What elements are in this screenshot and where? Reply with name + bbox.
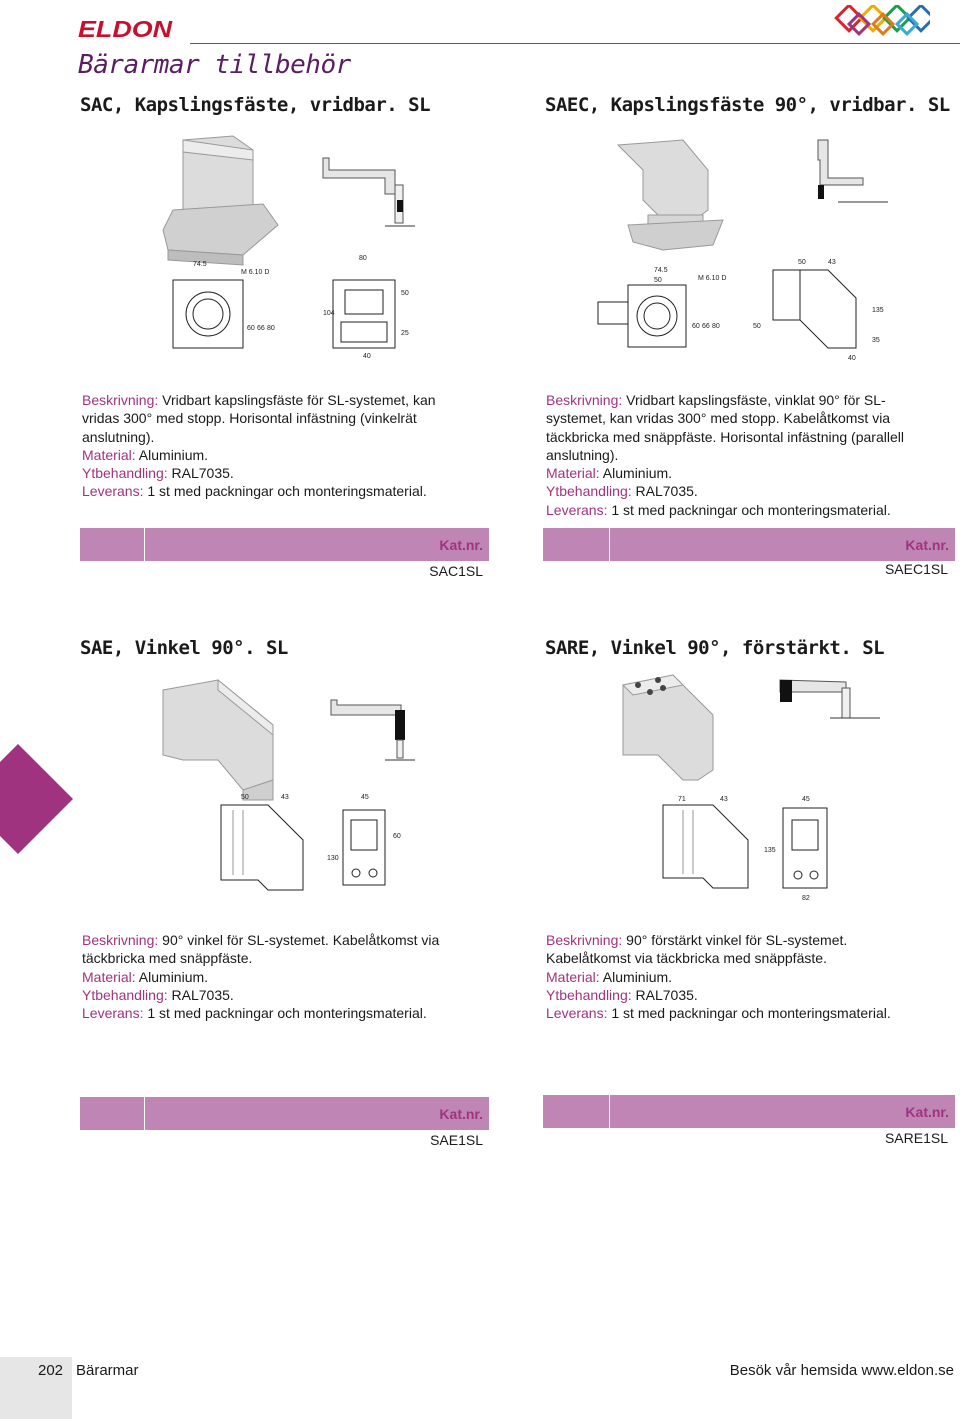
dim-label: 130 xyxy=(327,855,339,862)
dim-label: 50 xyxy=(401,290,409,297)
product-title-sae: SAE, Vinkel 90°. SL xyxy=(80,637,288,659)
desc-line: anslutning). xyxy=(82,428,155,445)
dim-label: 80 xyxy=(267,325,275,332)
kat-label: Kat.nr. xyxy=(439,1106,483,1122)
dim-label: 25 xyxy=(401,330,409,337)
dim-label: 50 xyxy=(798,259,806,266)
dim-label: 60 xyxy=(393,833,401,840)
page-title: Bärarmar tillbehör xyxy=(78,50,351,80)
kat-bar-sac xyxy=(80,528,489,561)
product-drawing-sac xyxy=(123,130,435,365)
desc-line: Beskrivning: 90° förstärkt vinkel för SL-systemet. xyxy=(546,932,848,948)
dim-label: 50 xyxy=(654,277,662,284)
footer-website-link[interactable]: Besök vår hemsida www.eldon.se xyxy=(729,1362,954,1379)
desc-line: Leverans: 1 st med packningar och monteringsmaterial. xyxy=(546,501,891,518)
svg-text:ELDON: ELDON xyxy=(78,17,173,41)
desc-line: Material: Aluminium. xyxy=(546,465,673,482)
dim-label: 50 xyxy=(753,323,761,330)
desc-line: Material: Aluminium. xyxy=(82,446,209,463)
dim-label: 135 xyxy=(872,307,884,314)
product-drawing-sae xyxy=(123,670,435,905)
kat-bar-sae xyxy=(80,1097,489,1130)
desc-line: Beskrivning: 90° vinkel för SL-systemet. Kabelåtkomst via xyxy=(82,932,440,948)
dim-label: 135 xyxy=(764,847,776,854)
product-description-sare xyxy=(546,931,946,1022)
product-description-saec xyxy=(546,391,946,519)
dim-label: 104 xyxy=(323,310,335,317)
desc-line: Kabelåtkomst via täckbricka med snäppfäste. xyxy=(546,950,827,967)
product-title-sare: SARE, Vinkel 90°, förstärkt. SL xyxy=(545,637,885,659)
kat-label: Kat.nr. xyxy=(905,1104,949,1120)
dim-label: 35 xyxy=(872,337,880,344)
dim-label: 43 xyxy=(720,796,728,803)
dim-label: 43 xyxy=(281,794,289,801)
dim-label: 80 xyxy=(712,323,720,330)
desc-line: systemet, kan vridas 300° med stopp. Kabelåtkomst via xyxy=(546,410,891,427)
desc-line: Material: Aluminium. xyxy=(82,968,209,985)
product-drawing-sare xyxy=(588,670,900,905)
desc-line: anslutning). xyxy=(546,446,619,463)
dim-label: 66 xyxy=(257,325,265,332)
product-description-sac xyxy=(82,391,472,501)
dim-label: 43 xyxy=(828,259,836,266)
dim-label: 40 xyxy=(363,353,371,360)
kat-label: Kat.nr. xyxy=(439,537,483,553)
desc-line: Ytbehandling: RAL7035. xyxy=(546,986,698,1003)
dim-label: 60 xyxy=(692,323,700,330)
dim-label: 45 xyxy=(361,794,369,801)
desc-line: Leverans: 1 st med packningar och monteringsmaterial. xyxy=(82,483,427,500)
page-number: 202 xyxy=(38,1362,64,1379)
desc-line: Material: Aluminium. xyxy=(546,968,673,985)
dim-label: 74.5 xyxy=(654,267,668,274)
footer-section: Bärarmar xyxy=(76,1362,139,1379)
product-drawing-saec xyxy=(588,130,900,365)
dim-label: 74.5 xyxy=(193,261,207,268)
dim-label: M 6.10 D xyxy=(698,275,727,282)
dim-label: 82 xyxy=(802,895,810,902)
kat-value-saec: SAEC1SL xyxy=(884,561,948,577)
brand-diamonds-icon xyxy=(826,5,930,39)
side-diamond-decoration xyxy=(0,744,73,854)
dim-label: M 6.10 D xyxy=(241,269,270,276)
desc-line: täckbricka med snäppfäste. Horisontal infästning (parallell xyxy=(546,428,904,445)
kat-bar-sare xyxy=(543,1095,955,1128)
desc-line: Leverans: 1 st med packningar och monteringsmaterial. xyxy=(82,1005,427,1022)
desc-line: täckbricka med snäppfäste. xyxy=(82,950,253,967)
dim-label: 66 xyxy=(702,323,710,330)
desc-line: Ytbehandling: RAL7035. xyxy=(82,465,234,482)
kat-value-sare: SARE1SL xyxy=(884,1130,948,1146)
kat-value-sae: SAE1SL xyxy=(430,1132,483,1148)
desc-line: vridas 300° med stopp. Horisontal infästning (vinkelrät xyxy=(82,410,417,427)
kat-value-sac: SAC1SL xyxy=(429,563,483,579)
header-rule xyxy=(190,43,960,44)
dim-label: 60 xyxy=(247,325,255,332)
desc-line: Beskrivning: Vridbart kapslingsfäste, vinklat 90° för SL- xyxy=(546,392,886,408)
product-description-sae xyxy=(82,931,482,1022)
product-title-saec: SAEC, Kapslingsfäste 90°, vridbar. SL xyxy=(545,94,950,116)
dim-label: 50 xyxy=(241,794,249,801)
desc-line: Beskrivning: Vridbart kapslingsfäste för SL-systemet, kan xyxy=(82,392,436,408)
product-title-sac: SAC, Kapslingsfäste, vridbar. SL xyxy=(80,94,431,116)
dim-label: 45 xyxy=(802,796,810,803)
dim-label: 71 xyxy=(678,796,686,803)
desc-line: Ytbehandling: RAL7035. xyxy=(82,986,234,1003)
eldon-logo xyxy=(78,17,174,41)
dim-label: 80 xyxy=(359,255,367,262)
kat-bar-saec xyxy=(543,528,955,561)
desc-line: Ytbehandling: RAL7035. xyxy=(546,483,698,500)
desc-line: Leverans: 1 st med packningar och monteringsmaterial. xyxy=(546,1005,891,1022)
kat-label: Kat.nr. xyxy=(905,537,949,553)
dim-label: 40 xyxy=(848,355,856,362)
